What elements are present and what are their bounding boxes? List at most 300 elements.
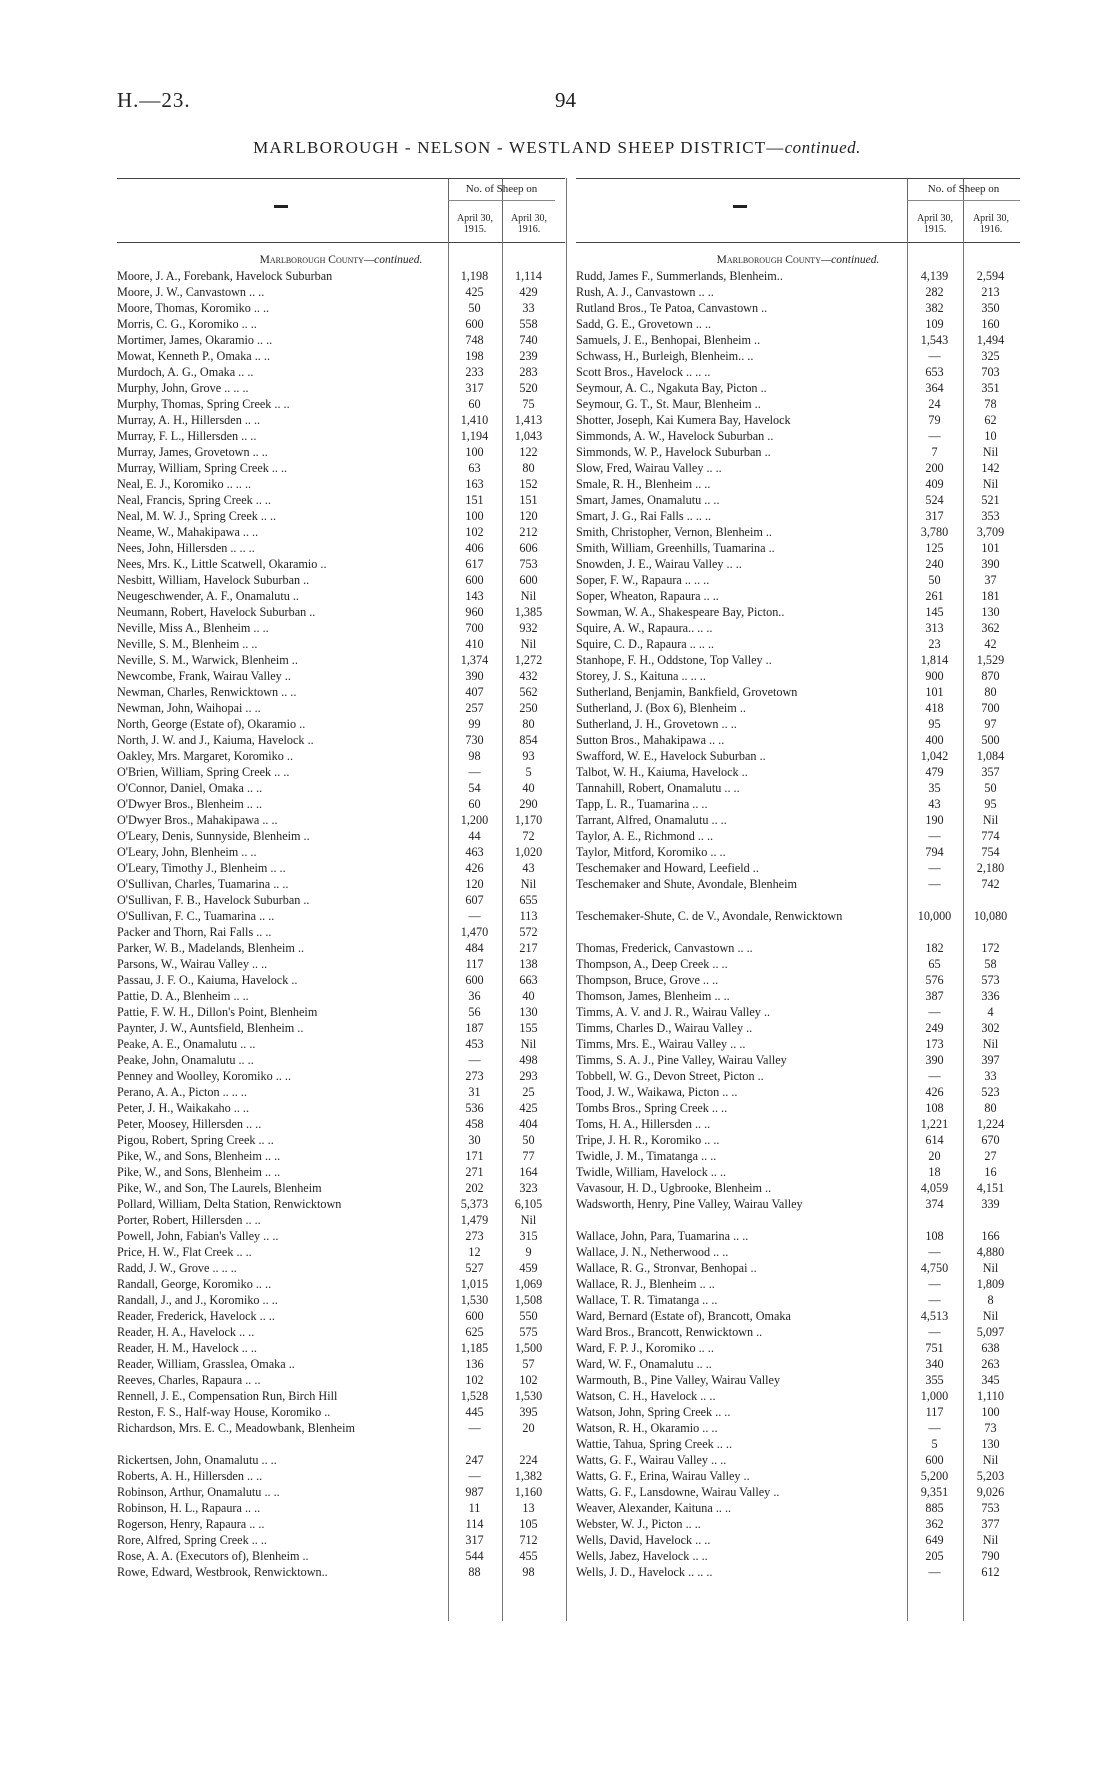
owner-name: Ward, W. F., Onamalutu .. .. [576,1357,712,1371]
sheep-1916: 120 [519,509,538,523]
sheep-1915: 374 [925,1197,944,1211]
sheep-1916: 4,151 [976,1181,1005,1195]
owner-name: Watson, John, Spring Creek .. .. [576,1405,731,1419]
owner-name: Price, H. W., Flat Creek .. .. [117,1245,252,1259]
table-row [576,972,1020,988]
table-row [117,1164,565,1180]
table-row [576,732,1020,748]
sheep-1916: 521 [981,493,1000,507]
owner-name: Toms, H. A., Hillersden .. .. [576,1117,711,1131]
owner-name: Sutherland, Benjamin, Bankfield, Grovetown [576,685,798,699]
sheep-1915: 1,015 [460,1277,489,1291]
sheep-1915: 536 [465,1101,484,1115]
sheep-1915: 202 [465,1181,484,1195]
owner-name: Watson, R. H., Okaramio .. .. [576,1421,718,1435]
table-row [117,684,565,700]
table-row [117,380,565,396]
sheep-1915: 4,139 [920,269,949,283]
sheep-1916: 98 [522,1565,535,1579]
owner-name: Thomson, James, Blenheim .. .. [576,989,730,1003]
sheep-1916: 95 [984,797,997,811]
sheep-1916: 455 [519,1549,538,1563]
sheep-1915: 463 [465,845,484,859]
sheep-1916: 870 [981,669,1000,683]
sheep-1916: 72 [522,829,535,843]
sheep-1915: 1,194 [460,429,489,443]
owner-name: Reader, H. A., Havelock .. .. [117,1325,255,1339]
sheep-1916: 9,026 [976,1485,1005,1499]
owner-name: Pattie, F. W. H., Dillon's Point, Blenheim [117,1005,318,1019]
sheep-1916: 100 [981,1405,1000,1419]
table-row [576,780,1020,796]
sheep-1915: 364 [925,381,944,395]
table-row [576,1548,1020,1564]
table-row [117,1020,565,1036]
sheep-1915: 614 [925,1133,944,1147]
sheep-1916: 655 [519,893,538,907]
table-row [576,476,1020,492]
table-row [576,428,1020,444]
owner-name: O'Dwyer Bros., Blenheim .. .. [117,797,263,811]
name-column-dash [733,205,747,208]
county-heading [576,252,1020,268]
table-row [576,988,1020,1004]
owner-name: Timms, Mrs. E., Wairau Valley .. .. [576,1037,746,1051]
sheep-1915: 257 [465,701,484,715]
table-row [117,732,565,748]
left-table [117,178,565,1580]
table-row [576,332,1020,348]
table-row [576,1500,1020,1516]
sheep-1915: 576 [925,973,944,987]
owner-name: Smale, R. H., Blenheim .. .. [576,477,711,491]
sheep-1916: 1,382 [514,1469,543,1483]
owner-name: Schwass, H., Burleigh, Blenheim.. .. [576,349,754,363]
sheep-1915: 900 [925,669,944,683]
table-row [576,1484,1020,1500]
sheep-1916: Nil [982,445,999,459]
sheep-1916: 351 [981,381,1000,395]
owner-name: Wadsworth, Henry, Pine Valley, Wairau Valley [576,1197,803,1211]
sheep-1915: 1,200 [460,813,489,827]
owner-name: Smart, James, Onamalutu .. .. [576,493,720,507]
sheep-1916: 1,084 [976,749,1005,763]
table-row [576,508,1020,524]
sheep-1915: 198 [465,349,484,363]
sheep-1915: 60 [468,397,481,411]
table-row [117,556,565,572]
sheep-1915: 187 [465,1021,484,1035]
sheep-1915: 794 [925,845,944,859]
table-row [117,652,565,668]
owner-name: Peake, John, Onamalutu .. .. [117,1053,254,1067]
owner-name: Nesbitt, William, Havelock Suburban .. [117,573,310,587]
sheep-1916: 429 [519,285,538,299]
table-row [117,1308,565,1324]
sheep-1916: 33 [522,301,535,315]
owner-name: Reader, William, Grasslea, Omaka .. [117,1357,295,1371]
document-reference: H.—23. [117,88,191,112]
owner-name: Newcombe, Frank, Wairau Valley .. [117,669,291,683]
owner-name: O'Sullivan, F. B., Havelock Suburban .. [117,893,310,907]
center-rule [566,178,567,1621]
owner-name: Rudd, James F., Summerlands, Blenheim.. [576,269,783,283]
owner-name: Sowman, W. A., Shakespeare Bay, Picton.. [576,605,785,619]
sheep-1916: 142 [981,461,1000,475]
table-row [576,1324,1020,1340]
table-row [576,1036,1020,1052]
sheep-1915: 23 [928,637,941,651]
sheep-1916: 1,110 [977,1389,1004,1403]
owner-name: Neugeschwender, A. F., Onamalutu .. [117,589,299,603]
sheep-1915: 182 [925,941,944,955]
sheep-1916: 80 [522,461,535,475]
owner-name: Mowat, Kenneth P., Omaka .. .. [117,349,270,363]
owner-name: Neumann, Robert, Havelock Suburban .. [117,605,316,619]
sheep-1915: 607 [465,893,484,907]
table-row [576,1292,1020,1308]
sheep-1916: Nil [982,1533,999,1547]
owner-name: Peake, A. E., Onamalutu .. .. [117,1037,256,1051]
sheep-1916: 130 [519,1005,538,1019]
sheep-1916: Nil [982,1453,999,1467]
table-row [117,956,565,972]
column-rule [448,241,449,1621]
sheep-1915: 4,750 [920,1261,949,1275]
sheep-1915: 109 [925,317,944,331]
sheep-1916: 20 [522,1421,535,1435]
sheep-1915: — [928,1245,941,1259]
sheep-1916: 353 [981,509,1000,523]
sheep-1915: 100 [465,445,484,459]
sheep-1916: 130 [981,605,1000,619]
sheep-1915: 317 [465,1533,484,1547]
owner-name: Tannahill, Robert, Onamalutu .. .. [576,781,740,795]
owner-name: Robinson, Arthur, Onamalutu .. .. [117,1485,280,1499]
table-row [576,700,1020,716]
table-row [117,348,565,364]
sheep-1915: 54 [468,781,481,795]
sheep-1915: 247 [465,1453,484,1467]
sheep-1915: 11 [468,1501,481,1515]
sheep-1916: 130 [981,1437,1000,1451]
table-row [576,1132,1020,1148]
sheep-1916: 753 [519,557,538,571]
sheep-1916: 500 [981,733,1000,747]
owner-name: Squire, A. W., Rapaura.. .. .. [576,621,713,635]
sheep-1915: — [468,909,481,923]
sheep-1915: 101 [925,685,944,699]
sheep-1916: 122 [519,445,538,459]
table-row [576,620,1020,636]
year-1915-heading [448,213,502,235]
owner-name: Rore, Alfred, Spring Creek .. .. [117,1533,267,1547]
table-row [117,796,565,812]
sheep-1916: 290 [519,797,538,811]
table-row [576,348,1020,364]
sheep-1916: 138 [519,957,538,971]
owner-name: Passau, J. F. O., Kaiuma, Havelock .. [117,973,298,987]
sheep-1916: 151 [519,493,538,507]
sheep-1916: 1,385 [514,605,543,619]
sheep-1916: 638 [981,1341,1000,1355]
table-row [117,508,565,524]
table-row [576,1452,1020,1468]
owner-name: Tarrant, Alfred, Onamalutu .. .. [576,813,727,827]
sheep-1915: 313 [925,621,944,635]
year-heading-line: April 30, [972,213,1010,224]
sheep-1915: 50 [468,301,481,315]
owner-name: Wallace, R. G., Stronvar, Benhopai .. [576,1261,757,1275]
table-row [576,764,1020,780]
sheep-1915: 653 [925,365,944,379]
sheep-1916: 1,494 [976,333,1005,347]
owner-name: Newman, Charles, Renwicktown .. .. [117,685,297,699]
owner-name: Smith, Christopher, Vernon, Blenheim .. [576,525,772,539]
year-heading-line: April 30, [916,213,954,224]
table-row [576,460,1020,476]
owner-name: O'Leary, Denis, Sunnyside, Blenheim .. [117,829,310,843]
table-row [576,1148,1020,1164]
sheep-1916: 78 [984,397,997,411]
table-row [576,380,1020,396]
sheep-1916: 573 [981,973,1000,987]
table-row [576,1068,1020,1084]
owner-name: Wattie, Tahua, Spring Creek .. .. [576,1437,733,1451]
owner-name: Mortimer, James, Okaramio .. .. [117,333,273,347]
table-row [117,588,565,604]
sheep-1915: 24 [928,397,941,411]
sheep-1916: 250 [519,701,538,715]
sheep-1915: 120 [465,877,484,891]
table-row [117,892,565,908]
owner-name: North, J. W. and J., Kaiuma, Havelock .. [117,733,314,747]
owner-name: Murray, F. L., Hillersden .. .. [117,429,257,443]
year-heading-line: April 30, [456,213,494,224]
sheep-1916: 600 [519,573,538,587]
sheep-1916: 5,203 [976,1469,1005,1483]
table-row [576,1404,1020,1420]
sheep-1915: 271 [465,1165,484,1179]
owner-name: Rose, A. A. (Executors of), Blenheim .. [117,1549,309,1563]
owner-name: Moore, Thomas, Koromiko .. .. [117,301,270,315]
sheep-1916: 239 [519,349,538,363]
owner-name: Penney and Woolley, Koromiko .. .. [117,1069,292,1083]
sheep-1916: 612 [981,1565,1000,1579]
table-row [117,972,565,988]
sheep-1915: 458 [465,1117,484,1131]
table-row [117,572,565,588]
owner-name: Murphy, Thomas, Spring Creek .. .. [117,397,290,411]
table-row [117,284,565,300]
owner-name: Smith, William, Greenhills, Tuamarina .. [576,541,775,555]
sheep-1915: — [928,1069,941,1083]
sheep-1915: 205 [925,1549,944,1563]
year-1915-heading [907,213,963,235]
table-row [576,860,1020,876]
owner-name: Wells, David, Havelock .. .. [576,1533,711,1547]
year-heading-line: 1915. [463,224,487,235]
sheep-1915: 1,000 [920,1389,949,1403]
sheep-1915: — [928,829,941,843]
sheep-1915: 12 [468,1245,481,1259]
sheep-1916: 606 [519,541,538,555]
table-row [576,1164,1020,1180]
table-row [576,684,1020,700]
year-1916-heading [502,213,556,235]
sheep-1916: 263 [981,1357,1000,1371]
table-row [117,1244,565,1260]
sheep-1916: 1,272 [514,653,543,667]
owner-name: Perano, A. A., Picton .. .. .. [117,1085,247,1099]
owner-name: Snowden, J. E., Wairau Valley .. .. [576,557,742,571]
table-row [576,1420,1020,1436]
owner-name: O'Sullivan, Charles, Tuamarina .. .. [117,877,289,891]
sheep-1916: 1,114 [515,269,542,283]
table-row [576,444,1020,460]
year-heading-line: 1915. [923,224,947,235]
table-row [117,748,565,764]
sheep-1916: 50 [984,781,997,795]
sheep-1916: 740 [519,333,538,347]
sheep-1915: 700 [465,621,484,635]
table-row [576,572,1020,588]
sheep-1916: 50 [522,1133,535,1147]
header-rule [907,200,1020,201]
sheep-1915: 600 [465,973,484,987]
table-row [576,908,1020,940]
owner-name: Wells, J. D., Havelock .. .. .. [576,1565,713,1579]
table-row [576,604,1020,620]
table-row [576,316,1020,332]
sheep-1916: 8 [987,1293,994,1307]
sheep-1916: 315 [519,1229,538,1243]
sheep-1915: 426 [465,861,484,875]
sheep-1916: 774 [981,829,1000,843]
sheep-1916: 790 [981,1549,1000,1563]
table-row [117,540,565,556]
sheep-1916: 40 [522,781,535,795]
sheep-1915: — [468,765,481,779]
owner-name: Moore, J. A., Forebank, Havelock Suburban [117,269,333,283]
sheep-1915: 20 [928,1149,941,1163]
table-row [117,876,565,892]
owner-name: Pattie, D. A., Blenheim .. .. [117,989,249,1003]
owner-name: Rennell, J. E., Compensation Run, Birch Hill [117,1389,338,1403]
table-row [117,1004,565,1020]
sheep-1916: 498 [519,1053,538,1067]
owner-name: O'Brien, William, Spring Creek .. .. [117,765,290,779]
owner-name: Wallace, J. N., Netherwood .. .. [576,1245,729,1259]
sheep-1915: — [928,1293,941,1307]
sheep-1916: 854 [519,733,538,747]
sheep-1915: 409 [925,477,944,491]
sheep-1916: 520 [519,381,538,395]
sheep-1916: 339 [981,1197,1000,1211]
sheep-1915: 173 [925,1037,944,1051]
sheep-1916: 712 [519,1533,538,1547]
table-row [576,1052,1020,1068]
sheep-1915: 317 [465,381,484,395]
sheep-1915: — [928,349,941,363]
sheep-1916: 572 [519,925,538,939]
sheep-1916: 5,097 [976,1325,1005,1339]
owner-name: Ward, F. P. J., Koromiko .. .. [576,1341,714,1355]
sheep-1915: 407 [465,685,484,699]
table-row [576,588,1020,604]
table-row [117,476,565,492]
sheep-1916: 4 [987,1005,994,1019]
table-row [117,1212,565,1228]
owner-name: Neame, W., Mahakipawa .. .. [117,525,259,539]
table-row [117,604,565,620]
table-row [117,1340,565,1356]
owner-name: Pigou, Robert, Spring Creek .. .. [117,1133,274,1147]
table-row [117,412,565,428]
header-rule [448,200,555,201]
sheep-1915: 524 [925,493,944,507]
sheep-1915: 95 [928,717,941,731]
owner-name: Tombs Bros., Spring Creek .. .. [576,1101,728,1115]
owner-name: Packer and Thorn, Rai Falls .. .. [117,925,272,939]
owner-name: Wallace, T. R. Timatanga .. .. [576,1293,718,1307]
owner-name: Nees, Mrs. K., Little Scatwell, Okaramio .. [117,557,327,571]
sheep-1915: 362 [925,1517,944,1531]
sheep-1915: 600 [465,1309,484,1323]
table-row [576,1196,1020,1228]
sheep-1915: 600 [465,317,484,331]
owner-name: Parsons, W., Wairau Valley .. .. [117,957,268,971]
owner-name: Wallace, John, Para, Tuamarina .. .. [576,1229,749,1243]
sheep-1915: 117 [925,1405,944,1419]
sheep-1916: 80 [984,685,997,699]
sheep-1915: 18 [928,1165,941,1179]
sheep-1915: 751 [925,1341,944,1355]
owner-name: Webster, W. J., Picton .. .. [576,1517,701,1531]
owner-name: Rush, A. J., Canvastown .. .. [576,285,714,299]
owner-name: Soper, F. W., Rapaura .. .. .. [576,573,710,587]
sheep-1916: 1,529 [976,653,1005,667]
sheep-1916: 703 [981,365,1000,379]
column-rule [907,241,908,1621]
sheep-1916: 172 [981,941,1000,955]
sheep-1916: 558 [519,317,538,331]
sheep-1916: 1,069 [514,1277,543,1291]
table-row [576,540,1020,556]
year-heading-line: April 30, [510,213,548,224]
sheep-1916: 742 [981,877,1000,891]
owner-name: Tapp, L. R., Tuamarina .. .. [576,797,708,811]
sheep-1916: 293 [519,1069,538,1083]
sheep-1915: 233 [465,365,484,379]
sheep-1916: 97 [984,717,997,731]
owner-name: Teschemaker-Shute, C. de V., Avondale, Renwicktown [576,909,843,923]
owner-name: Morris, C. G., Koromiko .. .. [117,317,257,331]
table-row [576,1564,1020,1580]
owner-name: Murray, A. H., Hillersden .. .. [117,413,261,427]
table-row [576,876,1020,908]
table-row [117,428,565,444]
owner-name: Stanhope, F. H., Oddstone, Top Valley .. [576,653,772,667]
owner-name: Newman, John, Waihopai .. .. [117,701,261,715]
sheep-1915: 527 [465,1261,484,1275]
sheep-1916: 3,709 [976,525,1005,539]
sheep-1916: 1,413 [514,413,543,427]
no-of-sheep-heading: No. of Sheep on [465,183,538,195]
sheep-1916: 377 [981,1517,1000,1531]
sheep-1915: 125 [925,541,944,555]
sheep-1915: 600 [465,573,484,587]
